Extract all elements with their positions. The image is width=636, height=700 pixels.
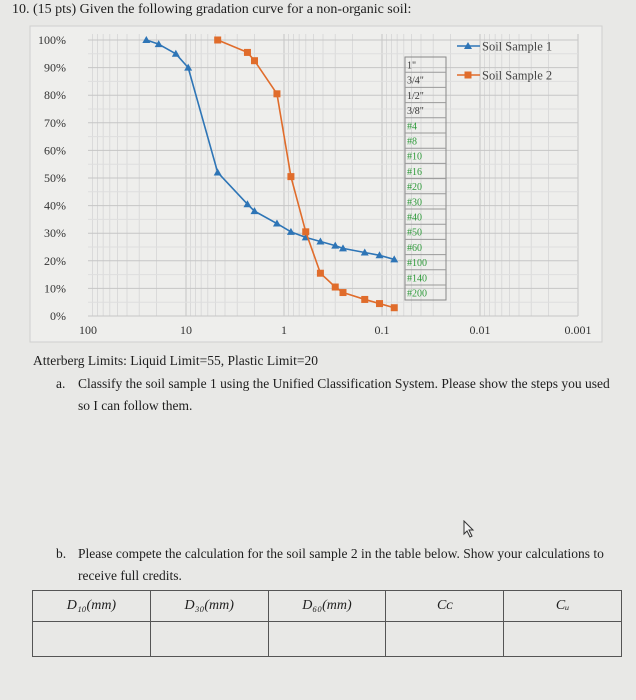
sieve-label: #10 [407,151,422,163]
square-marker [273,90,280,97]
mouse-cursor-icon [462,520,476,538]
header-d30: D₃₀(mm) [150,591,268,622]
atterberg-limits: Atterberg Limits: Liquid Limit=55, Plastic Limit=20 [33,353,318,368]
sieve-label: #8 [407,136,417,148]
y-tick-label: 100% [38,33,66,47]
square-marker [251,57,258,64]
y-tick-label: 30% [44,226,66,241]
legend-label: Soil Sample 2 [482,68,553,83]
cell-d10[interactable] [33,622,151,657]
square-marker [361,296,368,303]
y-tick-label: 70% [44,115,66,130]
square-marker [391,304,398,311]
question-b-label: b. [56,546,67,561]
question-b [56,543,626,593]
sieve-label: #20 [407,182,422,194]
sieve-label: #60 [407,242,422,254]
sieve-label: #16 [407,166,422,178]
y-tick-label: 90% [44,60,66,75]
sieve-label: #140 [407,273,427,285]
sieve-label: 1/2" [407,90,424,102]
sieve-label: 1" [407,60,417,72]
cell-cc[interactable] [386,622,504,657]
x-tick-label: 1 [281,323,287,337]
sieve-label: #30 [407,197,422,209]
question-title: 10. (15 pts) Given the following gradation curve for a non-organic soil: [12,2,412,17]
question-b-text: Please compete the calculation for the soil sample 2 in the table below. Show your calculations to receive full credits. [78,546,604,583]
y-tick-label: 40% [44,198,66,213]
square-marker [302,228,309,235]
sieve-label: #100 [407,258,427,270]
cell-d60[interactable] [268,622,386,657]
header-d60: D₆₀(mm) [268,591,386,622]
x-tick-label: 0.001 [564,323,592,337]
cell-d30[interactable] [150,622,268,657]
sieve-label: #200 [407,288,427,300]
header-d10: D₁₀(mm) [33,591,151,622]
answer-table-row [33,622,622,657]
x-tick-label: 100 [79,323,97,337]
sieve-label: #40 [407,212,422,224]
question-a-label: a. [56,376,66,391]
y-tick-label: 20% [44,253,66,268]
sieve-label: #50 [407,227,422,239]
square-marker [244,49,251,56]
y-tick-label: 50% [44,171,66,185]
sieve-label: #4 [407,121,417,133]
cell-cu[interactable] [504,622,622,657]
header-cu: Cᵤ [504,591,622,622]
gradation-chart [0,0,636,345]
y-tick-label: 60% [44,143,66,158]
question-a-text: Classify the soil sample 1 using the Unified Classification System. Please show the steps you used so I can follow them. [78,376,610,413]
x-tick-label: 0.01 [469,323,491,337]
legend-label: Soil Sample 1 [482,39,553,54]
square-marker [376,300,383,307]
square-marker [214,37,221,44]
header-cc: Cᴄ [386,591,504,622]
x-tick-label: 10 [180,323,192,337]
sieve-label: 3/8" [407,106,424,118]
question-a [56,373,626,423]
square-marker [340,289,347,296]
square-marker [465,72,472,79]
y-tick-label: 0% [50,309,66,323]
y-tick-label: 10% [44,281,66,296]
answer-table-header [33,591,622,622]
y-tick-label: 80% [44,88,66,103]
square-marker [332,284,339,291]
square-marker [317,270,324,277]
x-tick-label: 0.1 [374,323,390,337]
answer-table [32,590,622,657]
sieve-label: 3/4" [407,75,424,87]
square-marker [287,173,294,180]
